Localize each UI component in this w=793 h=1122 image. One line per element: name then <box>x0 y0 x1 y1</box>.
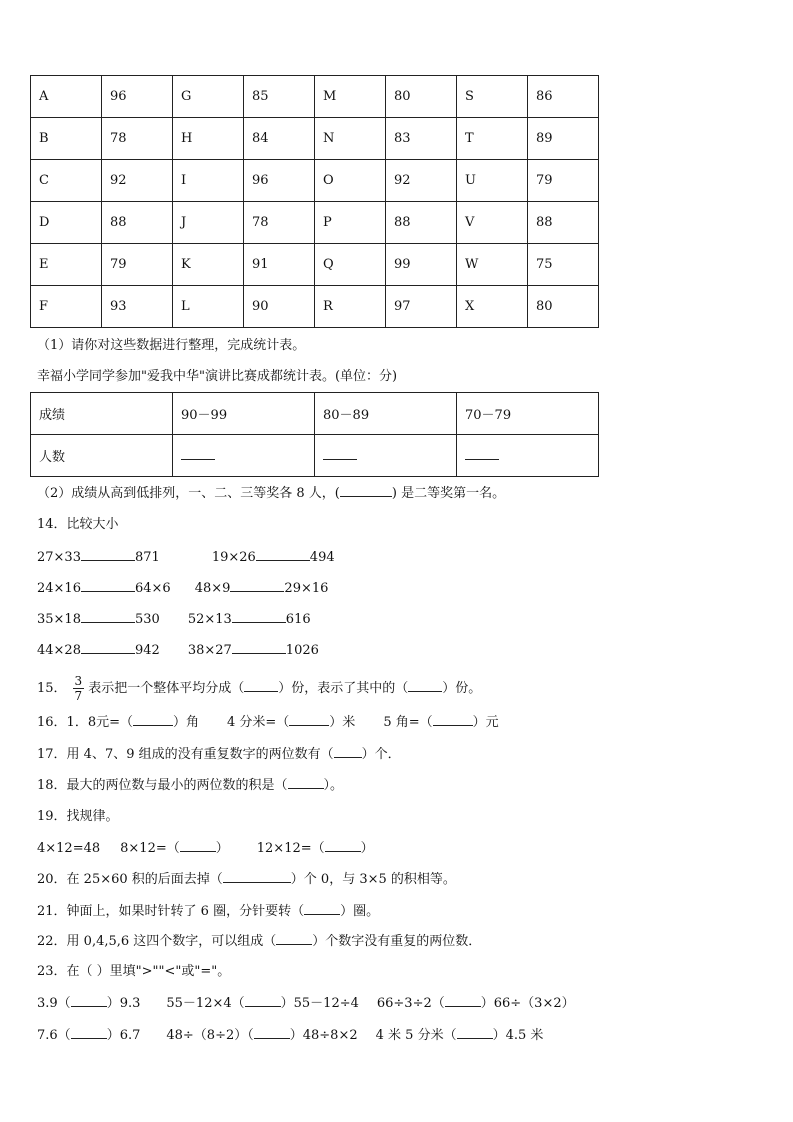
answer-blank[interactable] <box>325 839 361 852</box>
student-letter-cell: J <box>173 202 244 244</box>
answer-blank[interactable] <box>433 713 473 726</box>
answer-blank[interactable] <box>445 994 481 1007</box>
stat-row-score <box>31 393 599 435</box>
expression-left: 48×9 <box>194 581 231 596</box>
student-score-cell: 78 <box>102 118 173 160</box>
table-row <box>31 160 599 202</box>
q14-title: 14．比较大小 <box>37 517 119 532</box>
expression-left: 19×26 <box>211 550 256 565</box>
student-letter-cell: S <box>457 76 528 118</box>
stat-cell: 80－89 <box>315 393 457 435</box>
count-blank-70[interactable] <box>457 435 599 477</box>
table-row <box>31 202 599 244</box>
q20: 20．在 25×60 积的后面去掉（ ）个 0，与 3×5 的积相等。 <box>37 872 456 887</box>
student-letter-cell: D <box>31 202 102 244</box>
answer-blank[interactable] <box>304 902 340 915</box>
answer-blank[interactable] <box>254 1026 290 1039</box>
compare-blank[interactable] <box>256 548 310 561</box>
student-letter-cell: W <box>457 244 528 286</box>
student-letter-cell: I <box>173 160 244 202</box>
q13-part1: （1）请你对这些数据进行整理，完成统计表。 <box>37 338 306 353</box>
compare-row <box>37 641 319 660</box>
answer-blank[interactable] <box>276 932 312 945</box>
fraction-3-7: $\frac{3}{7}$ <box>74 674 83 703</box>
expression-right: 29×16 <box>284 581 329 596</box>
stat-table-title: 幸福小学同学参加"爱我中华"演讲比赛成都统计表。(单位：分) <box>37 369 398 384</box>
student-score-cell: 86 <box>528 76 599 118</box>
stat-table <box>30 392 599 477</box>
student-score-cell: 97 <box>386 286 457 328</box>
compare-blank[interactable] <box>81 641 135 654</box>
student-score-cell: 96 <box>102 76 173 118</box>
q15: 15． $\frac{3}{7}$ 表示把一个整体平均分成（ ）份，表示了其中的（ ）份。 <box>37 674 482 703</box>
expression-right: 530 <box>134 612 160 627</box>
student-letter-cell: C <box>31 160 102 202</box>
stat-cell: 70－79 <box>457 393 599 435</box>
student-score-cell: 88 <box>102 202 173 244</box>
student-score-cell: 90 <box>244 286 315 328</box>
answer-blank[interactable] <box>180 839 216 852</box>
answer-blank[interactable] <box>334 745 362 758</box>
stat-cell: 人数 <box>31 435 173 477</box>
answer-blank[interactable] <box>340 484 392 497</box>
q23-title: 23．在（ ）里填">""<"或"="。 <box>37 964 231 979</box>
table-row <box>31 118 599 160</box>
student-score-cell: 79 <box>102 244 173 286</box>
table-row <box>31 286 599 328</box>
count-blank-90[interactable] <box>173 435 315 477</box>
compare-row <box>37 579 328 598</box>
student-letter-cell: L <box>173 286 244 328</box>
expression-left: 44×28 <box>37 643 81 658</box>
student-letter-cell: G <box>173 76 244 118</box>
student-score-cell: 80 <box>528 286 599 328</box>
stat-cell: 90－99 <box>173 393 315 435</box>
answer-blank[interactable] <box>245 994 281 1007</box>
score-table <box>30 75 599 328</box>
expression-right: 942 <box>134 643 160 658</box>
student-score-cell: 92 <box>386 160 457 202</box>
student-score-cell: 75 <box>528 244 599 286</box>
expression-left: 38×27 <box>187 643 232 658</box>
student-letter-cell: A <box>31 76 102 118</box>
student-letter-cell: R <box>315 286 386 328</box>
expression-left: 35×18 <box>37 612 81 627</box>
student-letter-cell: X <box>457 286 528 328</box>
answer-blank[interactable] <box>457 1026 493 1039</box>
count-blank-80[interactable] <box>315 435 457 477</box>
student-letter-cell: B <box>31 118 102 160</box>
expression-right: 1026 <box>285 643 319 658</box>
compare-blank[interactable] <box>81 579 135 592</box>
answer-blank[interactable] <box>244 679 278 692</box>
expression-left: 27×33 <box>37 550 81 565</box>
student-score-cell: 83 <box>386 118 457 160</box>
student-score-cell: 92 <box>102 160 173 202</box>
answer-blank[interactable] <box>133 713 173 726</box>
q13-part2: （2）成绩从高到低排列，一、二、三等奖各 8 人，( ) 是二等奖第一名。 <box>37 486 506 501</box>
expression-left: 52×13 <box>187 612 232 627</box>
student-letter-cell: O <box>315 160 386 202</box>
q21: 21．钟面上，如果时针转了 6 圈，分针要转（ ）圈。 <box>37 904 380 919</box>
q16: 16．1．8元=（ ）角 4 分米=（ ）米 5 角=（ ）元 <box>37 715 499 730</box>
student-score-cell: 79 <box>528 160 599 202</box>
student-letter-cell: E <box>31 244 102 286</box>
student-score-cell: 96 <box>244 160 315 202</box>
student-letter-cell: M <box>315 76 386 118</box>
expression-right: 494 <box>309 550 335 565</box>
stat-cell: 成绩 <box>31 393 173 435</box>
student-letter-cell: U <box>457 160 528 202</box>
compare-blank[interactable] <box>81 610 135 623</box>
expression-right: 616 <box>285 612 311 627</box>
student-score-cell: 91 <box>244 244 315 286</box>
student-letter-cell: H <box>173 118 244 160</box>
q17: 17．用 4、7、9 组成的没有重复数字的两位数有（ ）个． <box>37 747 401 762</box>
answer-blank[interactable] <box>289 713 329 726</box>
expression-right: 871 <box>134 550 160 565</box>
student-score-cell: 88 <box>386 202 457 244</box>
student-letter-cell: K <box>173 244 244 286</box>
compare-blank[interactable] <box>81 548 135 561</box>
q22: 22．用 0,4,5,6 这四个数字，可以组成（ ）个数字没有重复的两位数． <box>37 934 482 949</box>
compare-row <box>37 548 335 567</box>
student-score-cell: 85 <box>244 76 315 118</box>
answer-blank[interactable] <box>288 776 324 789</box>
table-row <box>31 244 599 286</box>
expression-right: 64×6 <box>134 581 171 596</box>
student-letter-cell: N <box>315 118 386 160</box>
compare-blank[interactable] <box>230 579 284 592</box>
student-letter-cell: P <box>315 202 386 244</box>
student-score-cell: 80 <box>386 76 457 118</box>
student-letter-cell: V <box>457 202 528 244</box>
answer-blank[interactable] <box>71 994 107 1007</box>
q19-title: 19．找规律。 <box>37 809 119 824</box>
student-score-cell: 89 <box>528 118 599 160</box>
student-score-cell: 99 <box>386 244 457 286</box>
compare-blank[interactable] <box>232 641 286 654</box>
answer-blank[interactable] <box>71 1026 107 1039</box>
answer-blank[interactable] <box>223 870 291 883</box>
student-letter-cell: Q <box>315 244 386 286</box>
student-letter-cell: T <box>457 118 528 160</box>
student-score-cell: 78 <box>244 202 315 244</box>
stat-row-count <box>31 435 599 477</box>
q23-row2: 7.6（ ）6.7 48÷（8÷2）（ ）48÷8×2 4 米 5 分米（ ）4.5 米 <box>37 1028 544 1043</box>
table-row <box>31 76 599 118</box>
q23-row1: 3.9（ ）9.3 55－12×4（ ）55－12÷4 66÷3÷2（ ）66÷（3×2） <box>37 996 575 1011</box>
student-score-cell: 88 <box>528 202 599 244</box>
compare-row <box>37 610 311 629</box>
student-score-cell: 93 <box>102 286 173 328</box>
student-letter-cell: F <box>31 286 102 328</box>
expression-left: 24×16 <box>37 581 81 596</box>
q18: 18．最大的两位数与最小的两位数的积是（ ）。 <box>37 778 344 793</box>
answer-blank[interactable] <box>408 679 442 692</box>
compare-blank[interactable] <box>232 610 286 623</box>
q19-pattern: 4×12=48 8×12=（ ） 12×12=（ ） <box>37 841 374 856</box>
student-score-cell: 84 <box>244 118 315 160</box>
